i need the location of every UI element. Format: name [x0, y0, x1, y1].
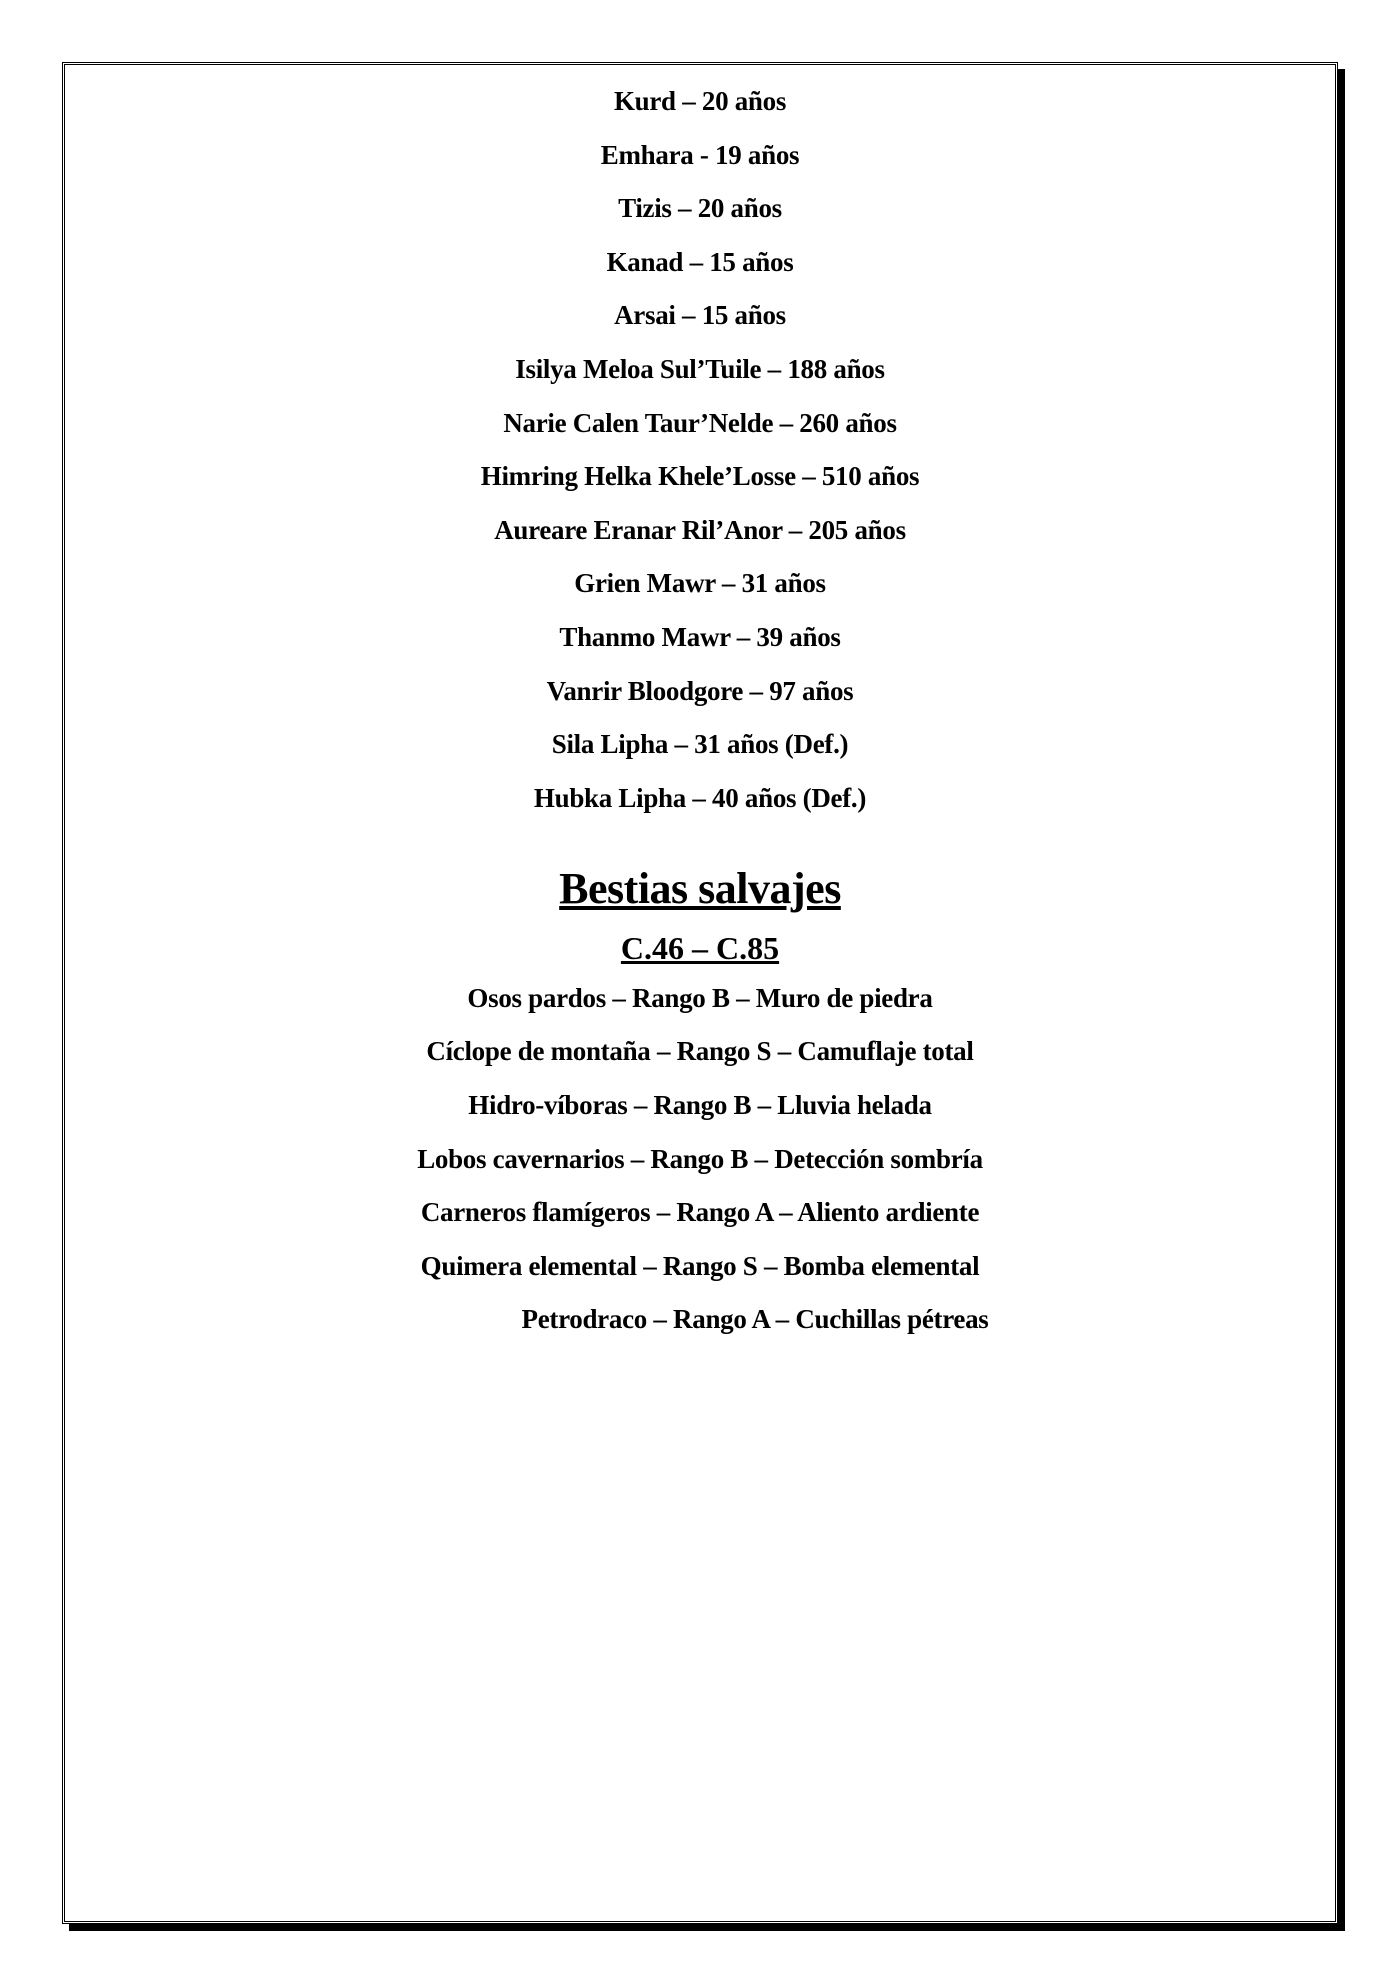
page-frame — [62, 62, 1338, 1924]
beast-entry: Petrodraco – Rango A – Cuchillas pétreas — [521, 1304, 989, 1335]
beast-entry: Cíclope de montaña – Rango S – Camuflaje total — [426, 1036, 974, 1067]
character-entry: Arsai – 15 años — [614, 300, 786, 331]
section-title: Bestias salvajes — [559, 863, 841, 913]
beast-entry: Hidro-víboras – Rango B – Lluvia helada — [468, 1089, 932, 1120]
page-content — [65, 85, 1335, 1357]
character-entry: Sila Lipha – 31 años (Def.) — [551, 729, 849, 760]
character-entry: Isilya Meloa Sul’Tuile – 188 años — [515, 353, 885, 384]
character-entry: Aureare Eranar Ril’Anor – 205 años — [494, 514, 906, 545]
character-entry: Hubka Lipha – 40 años (Def.) — [533, 782, 867, 813]
beast-entry: Osos pardos – Rango B – Muro de piedra — [467, 982, 933, 1013]
beast-entry: Quimera elemental – Rango S – Bomba elemental — [420, 1250, 980, 1281]
beast-list — [65, 982, 1335, 1336]
section-subtitle: C.46 – C.85 — [620, 929, 780, 966]
character-entry: Narie Calen Taur’Nelde – 260 años — [503, 407, 897, 438]
beast-entry: Carneros flamígeros – Rango A – Aliento ardiente — [420, 1197, 980, 1228]
character-entry: Himring Helka Khele’Losse – 510 años — [480, 461, 920, 492]
character-entry: Tizis – 20 años — [618, 193, 782, 224]
character-entry: Kurd – 20 años — [613, 86, 787, 116]
character-entry: Emhara - 19 años — [600, 139, 800, 170]
character-list — [65, 85, 1335, 814]
beast-entry: Lobos cavernarios – Rango B – Detección sombría — [417, 1143, 983, 1174]
character-entry: Kanad – 15 años — [606, 246, 794, 277]
character-entry: Vanrir Bloodgore – 97 años — [546, 675, 854, 706]
character-entry: Grien Mawr – 31 años — [574, 568, 826, 599]
character-entry: Thanmo Mawr – 39 años — [559, 621, 841, 652]
